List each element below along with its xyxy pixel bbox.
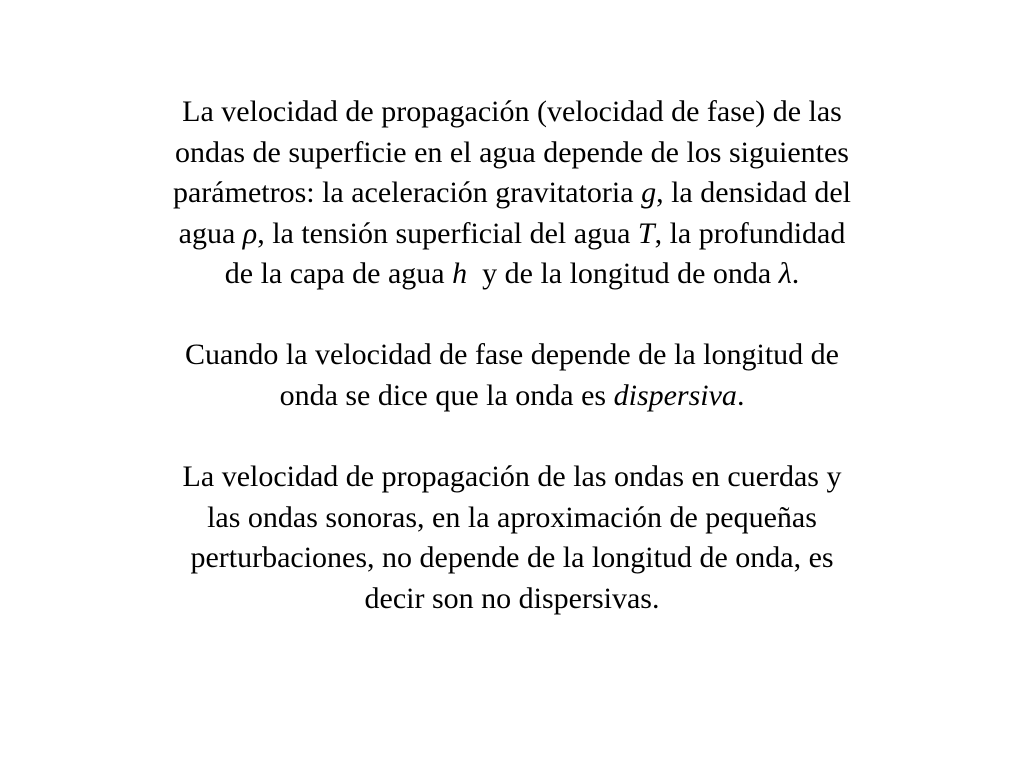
paragraph1-line5-text-a: de la capa de agua [224, 257, 453, 290]
paragraph1-line3-text-a: parámetros: la aceleración gravitatoria [172, 176, 642, 209]
paragraph-wave-speed-parameters [62, 92, 962, 295]
symbol-T: T [637, 216, 655, 250]
paragraph3-line2: las ondas sonoras, en la aproximación de pequeñas [207, 500, 817, 534]
term-dispersiva: dispersiva [613, 378, 737, 412]
paragraph2-line2 [62, 376, 962, 417]
symbol-rho: ρ [242, 216, 258, 250]
symbol-lambda: λ [778, 257, 792, 290]
paragraph3-line4: decir son no dispersivas. [364, 581, 660, 615]
paragraph1-line1: La velocidad de propagación (velocidad de fase) de las [182, 95, 842, 128]
paragraph-dispersive-definition [62, 335, 962, 416]
paragraph1-line4 [62, 214, 962, 255]
paragraph2-line1: Cuando la velocidad de fase depende de la longitud de [185, 338, 839, 371]
paragraph-non-dispersive-examples [62, 457, 962, 619]
paragraph1-line2: ondas de superficie en el agua depende de los siguientes [175, 135, 849, 169]
paragraph1-line4-text-b: , la tensión superficial del agua [257, 216, 638, 250]
paragraph1-line5 [62, 254, 962, 295]
paragraph1-line5-text-b: y de la longitud de onda [467, 257, 779, 290]
paragraph2-line2-text-a: onda se dice que la onda es [279, 378, 614, 412]
paragraph3-line1: La velocidad de propagación de las ondas en cuerdas y [182, 460, 842, 493]
symbol-g: g [641, 176, 657, 209]
paragraph1-line4-text-c: , la profundidad [654, 216, 846, 250]
paragraph1-line4-text-a: agua [178, 216, 243, 250]
symbol-h: h [452, 257, 468, 290]
paragraph3-line3: perturbaciones, no depende de la longitud de onda, es [190, 541, 834, 574]
paragraph1-line5-text-c: . [791, 257, 800, 290]
paragraph2-line2-text-b: . [736, 378, 745, 412]
paragraph1-line3 [62, 173, 962, 214]
paragraph1-line3-text-b: , la densidad del [656, 176, 852, 209]
